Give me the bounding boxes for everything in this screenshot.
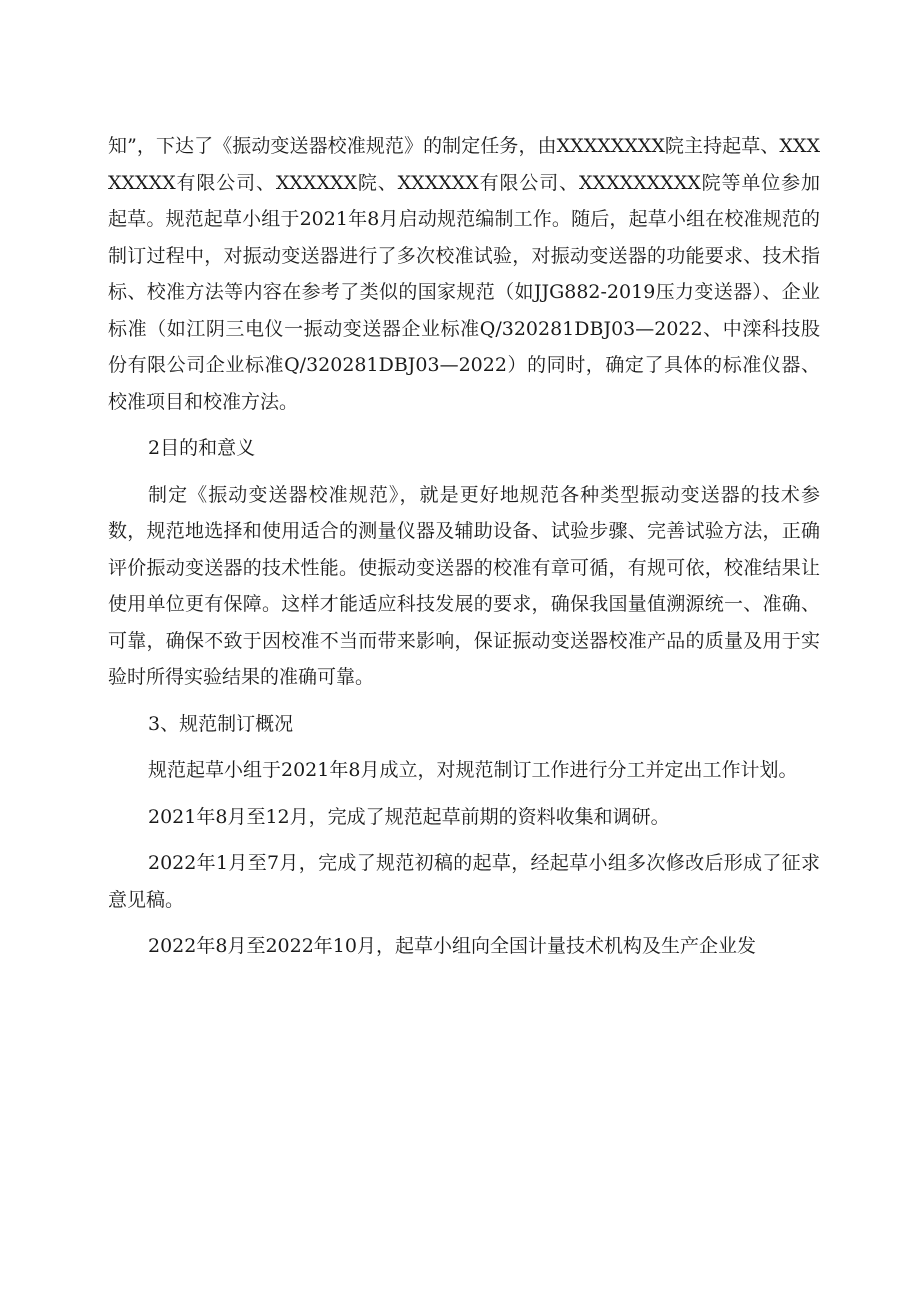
paragraph-continuation: 知”，下达了《振动变送器校准规范》的制定任务，由XXXXXXXX院主持起草、XXXXXXXX有限公司、XXXXXX院、XXXXXX有限公司、XXXXXXXXX院等单位参加起草。规范起草小组于2021年8月启动规范编制工作。随后，起草小组在校准规范的制订过程中，对振动变送器进行了多次校准试验，对振动变送器的功能要求、技术指标、校准方法等内容在参考了类似的国家规范（如JJG882-2019压力变送器）、企业标准（如江阴三电仪一振动变送器企业标准Q/320281DBJ03—2022、中滦科技股份有限公司企业标准Q/320281DBJ03—2022）的同时，确定了具体的标准仪器、校准项目和校准方法。	[108, 135, 820, 413]
paragraph-stage-3: 2022年8月至2022年10月，起草小组向全国计量技术机构及生产企业发	[148, 935, 756, 957]
paragraph-overview: 规范起草小组于2021年8月成立，对规范制订工作进行分工并定出工作计划。	[148, 759, 798, 781]
section-heading-purpose: 2目的和意义	[148, 437, 256, 459]
paragraph-stage-2: 2022年1月至7月，完成了规范初稿的起草，经起草小组多次修改后形成了征求意见稿。	[108, 852, 820, 911]
document-page	[108, 128, 820, 965]
section-heading-overview: 3、规范制订概况	[148, 712, 294, 735]
paragraph-purpose: 制定《振动变送器校准规范》，就是更好地规范各种类型振动变送器的技术参数，规范地选择和使用适合的测量仪器及辅助设备、试验步骤、完善试验方法，正确评价振动变送器的技术性能。使振动变送器的校准有章可循，有规可依，校准结果让使用单位更有保障。这样才能适应科技发展的要求，确保我国量值溯源统一、准确、可靠，确保不致于因校准不当而带来影响，保证振动变送器校准产品的质量及用于实验时所得实验结果的准确可靠。	[108, 483, 820, 688]
paragraph-stage-1: 2021年8月至12月，完成了规范起草前期的资料收集和调研。	[148, 805, 670, 828]
